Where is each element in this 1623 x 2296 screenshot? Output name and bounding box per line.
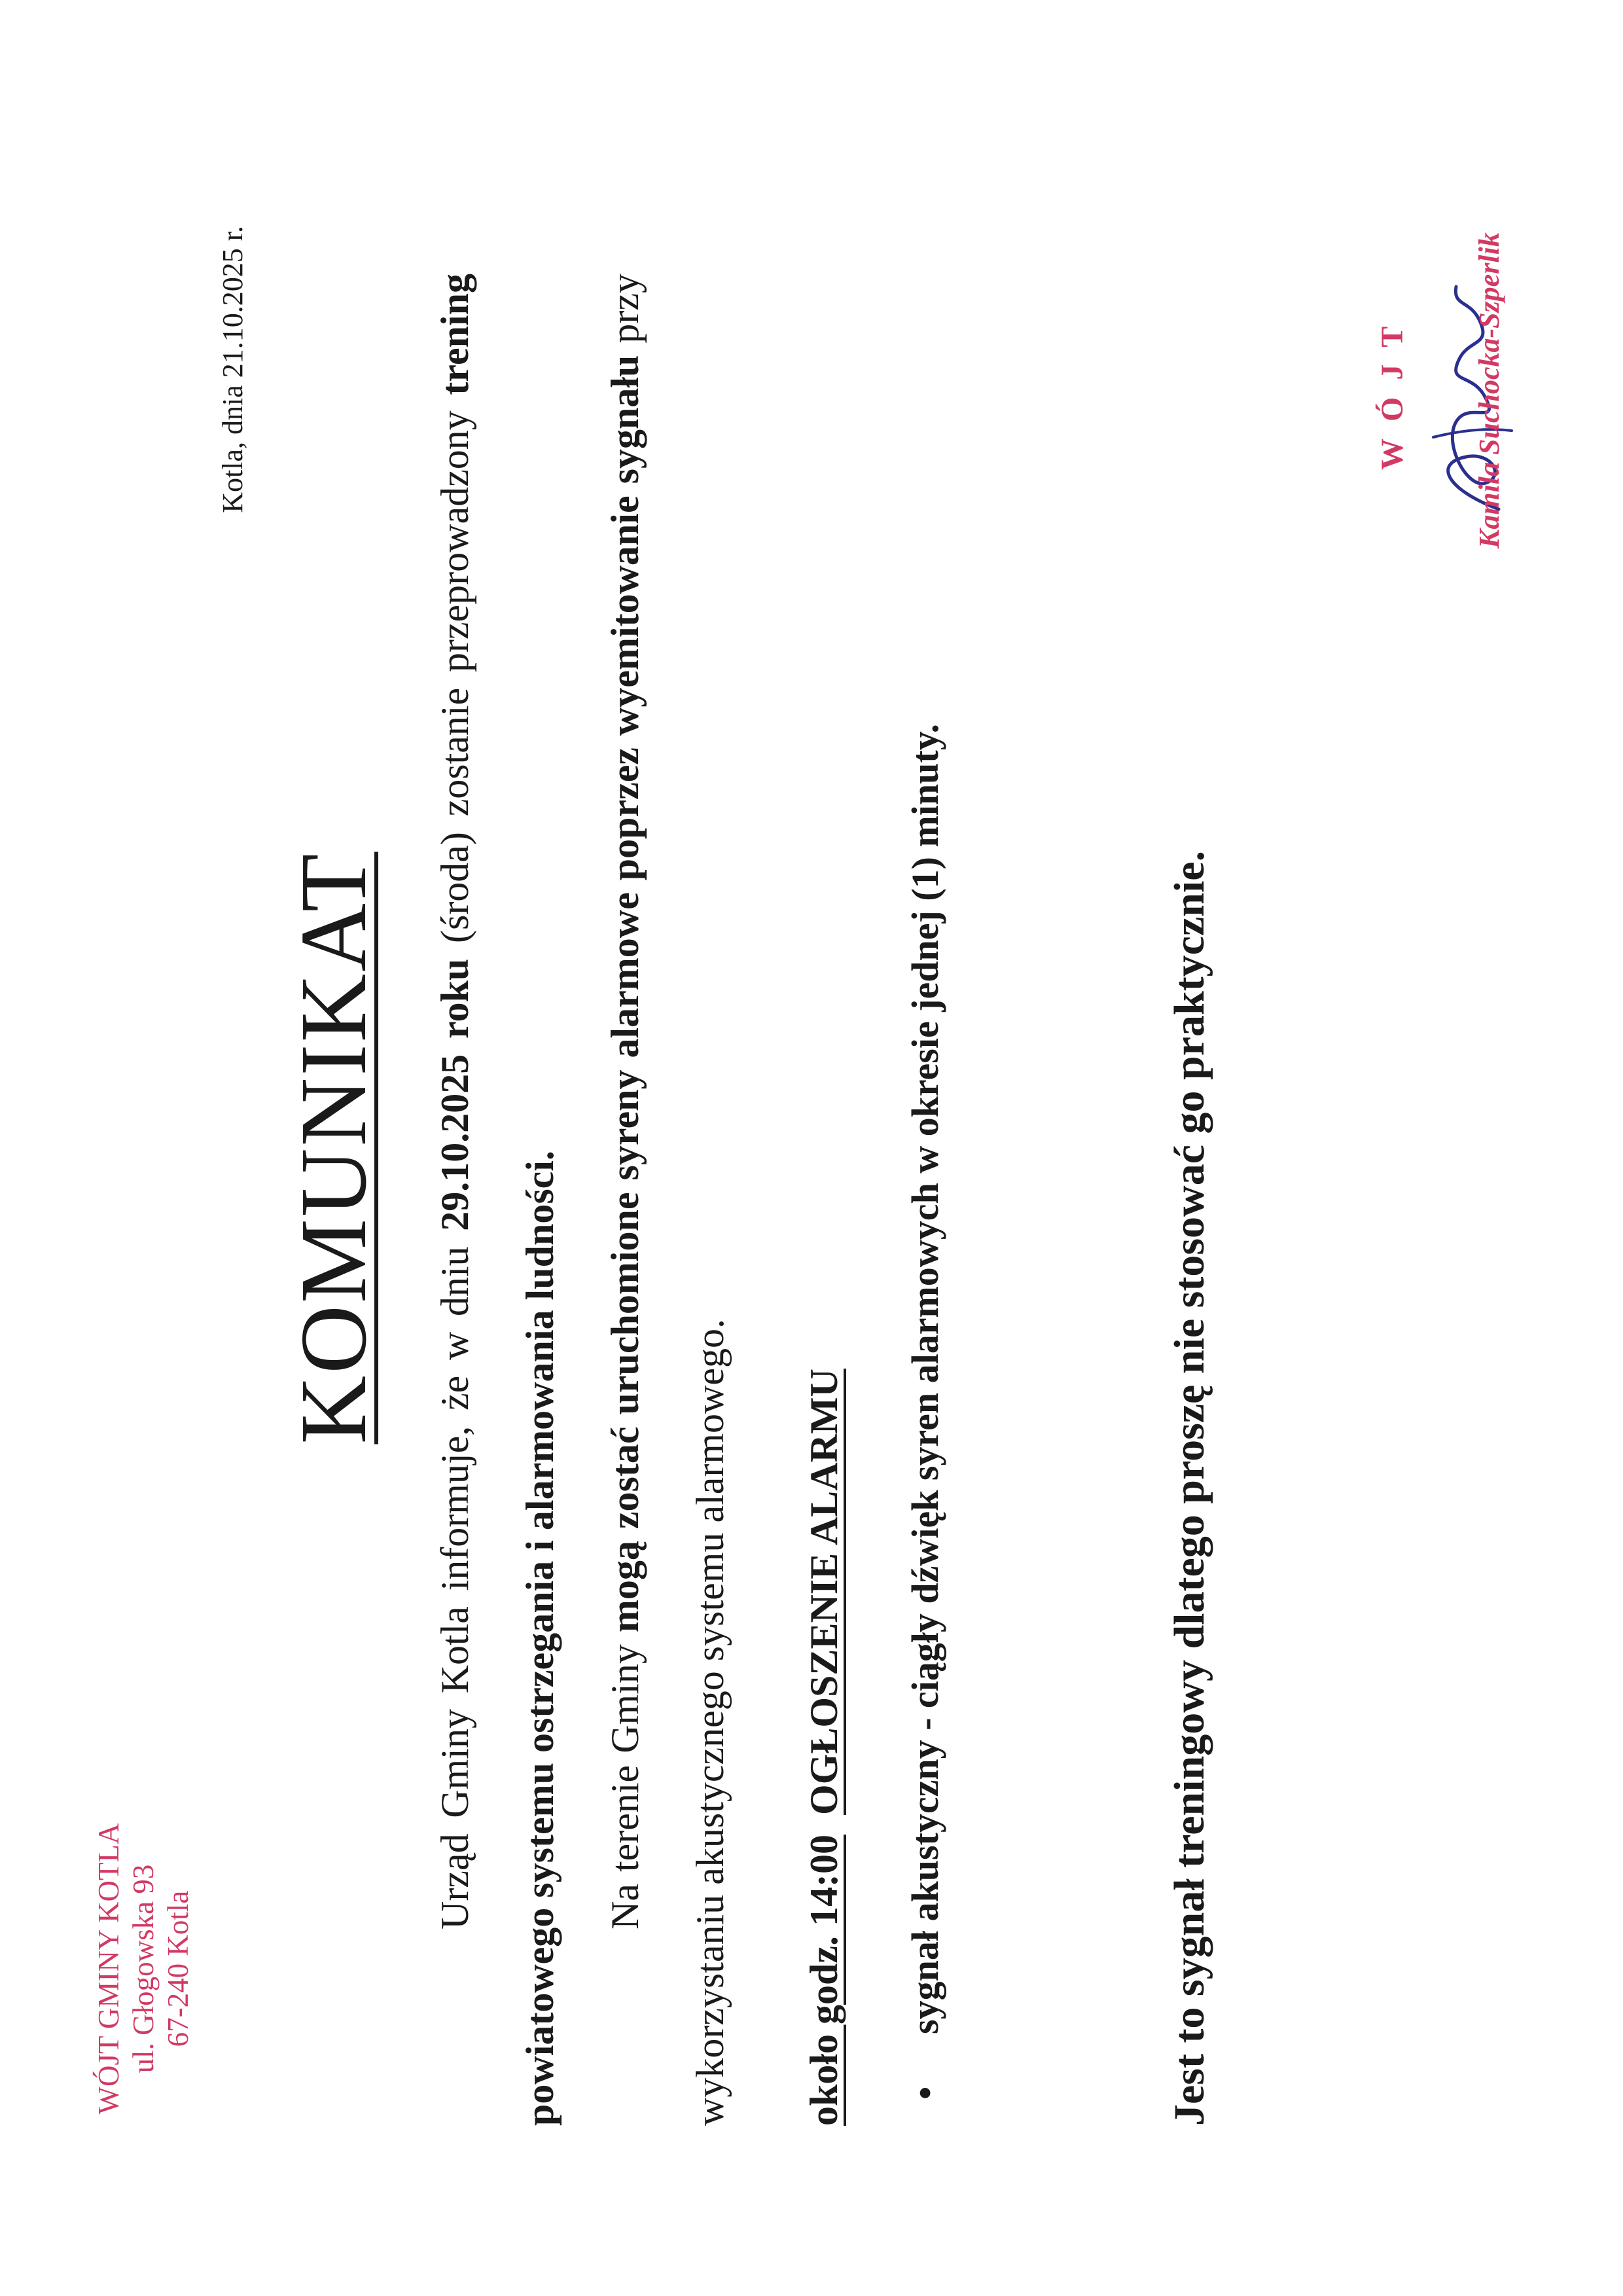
office-stamp bbox=[92, 1740, 196, 2198]
paragraph-sirens bbox=[582, 274, 753, 2126]
stamp-line-2: ul. Głogowska 93 bbox=[127, 1864, 160, 2073]
alarm-bullet bbox=[903, 724, 947, 2100]
p2-text-1: Na terenie Gminy bbox=[603, 1632, 647, 1929]
closing-note: Jest to sygnał treningowy dlatego proszę nie stosować go praktycznie. bbox=[1166, 850, 1213, 2126]
alarm-time: około godz. 14:00 bbox=[802, 1834, 846, 2126]
signature-label: WÓJT bbox=[1375, 309, 1410, 470]
stamp-line-1: WÓJT GMINY KOTLA bbox=[92, 1823, 125, 2115]
p1-text-1: Urząd Gminy Kotla informuje, że w dniu bbox=[433, 1230, 476, 1929]
bullet-icon: • bbox=[904, 2086, 946, 2100]
paragraph-announcement bbox=[412, 274, 582, 2126]
p1-text-2: (środa) zostanie przeprowadzony bbox=[433, 395, 476, 959]
alarm-title: OGŁOSZENIE ALARMU bbox=[802, 1369, 846, 1815]
alarm-heading bbox=[802, 1369, 847, 2126]
document-title bbox=[281, 0, 386, 2296]
bullet-text: sygnał akustyczny - ciągły dźwięk syren alarmowych w okresie jednej (1) minuty. bbox=[904, 723, 946, 2034]
p1-date: 29.10.2025 roku bbox=[433, 958, 476, 1231]
p1-training: trening powiatowego systemu ostrzegania i alarmowania ludności. bbox=[433, 274, 562, 2126]
p2-text-2: przy wykorzystaniu akustycznego systemu alarmowego. bbox=[603, 273, 732, 2126]
signature-scribble-icon bbox=[1407, 169, 1531, 535]
p2-sirens: mogą zostać uruchomione syreny alarmowe poprzez wyemitowanie sygnału bbox=[603, 355, 647, 1633]
stamp-line-3: 67-240 Kotla bbox=[162, 1890, 194, 2047]
signatory-name: Kamila Suchocka-Szperlik bbox=[1473, 232, 1505, 548]
title-text: KOMUNIKAT bbox=[281, 852, 386, 1444]
document-date: Kotla, dnia 21.10.2025 r. bbox=[217, 226, 249, 513]
